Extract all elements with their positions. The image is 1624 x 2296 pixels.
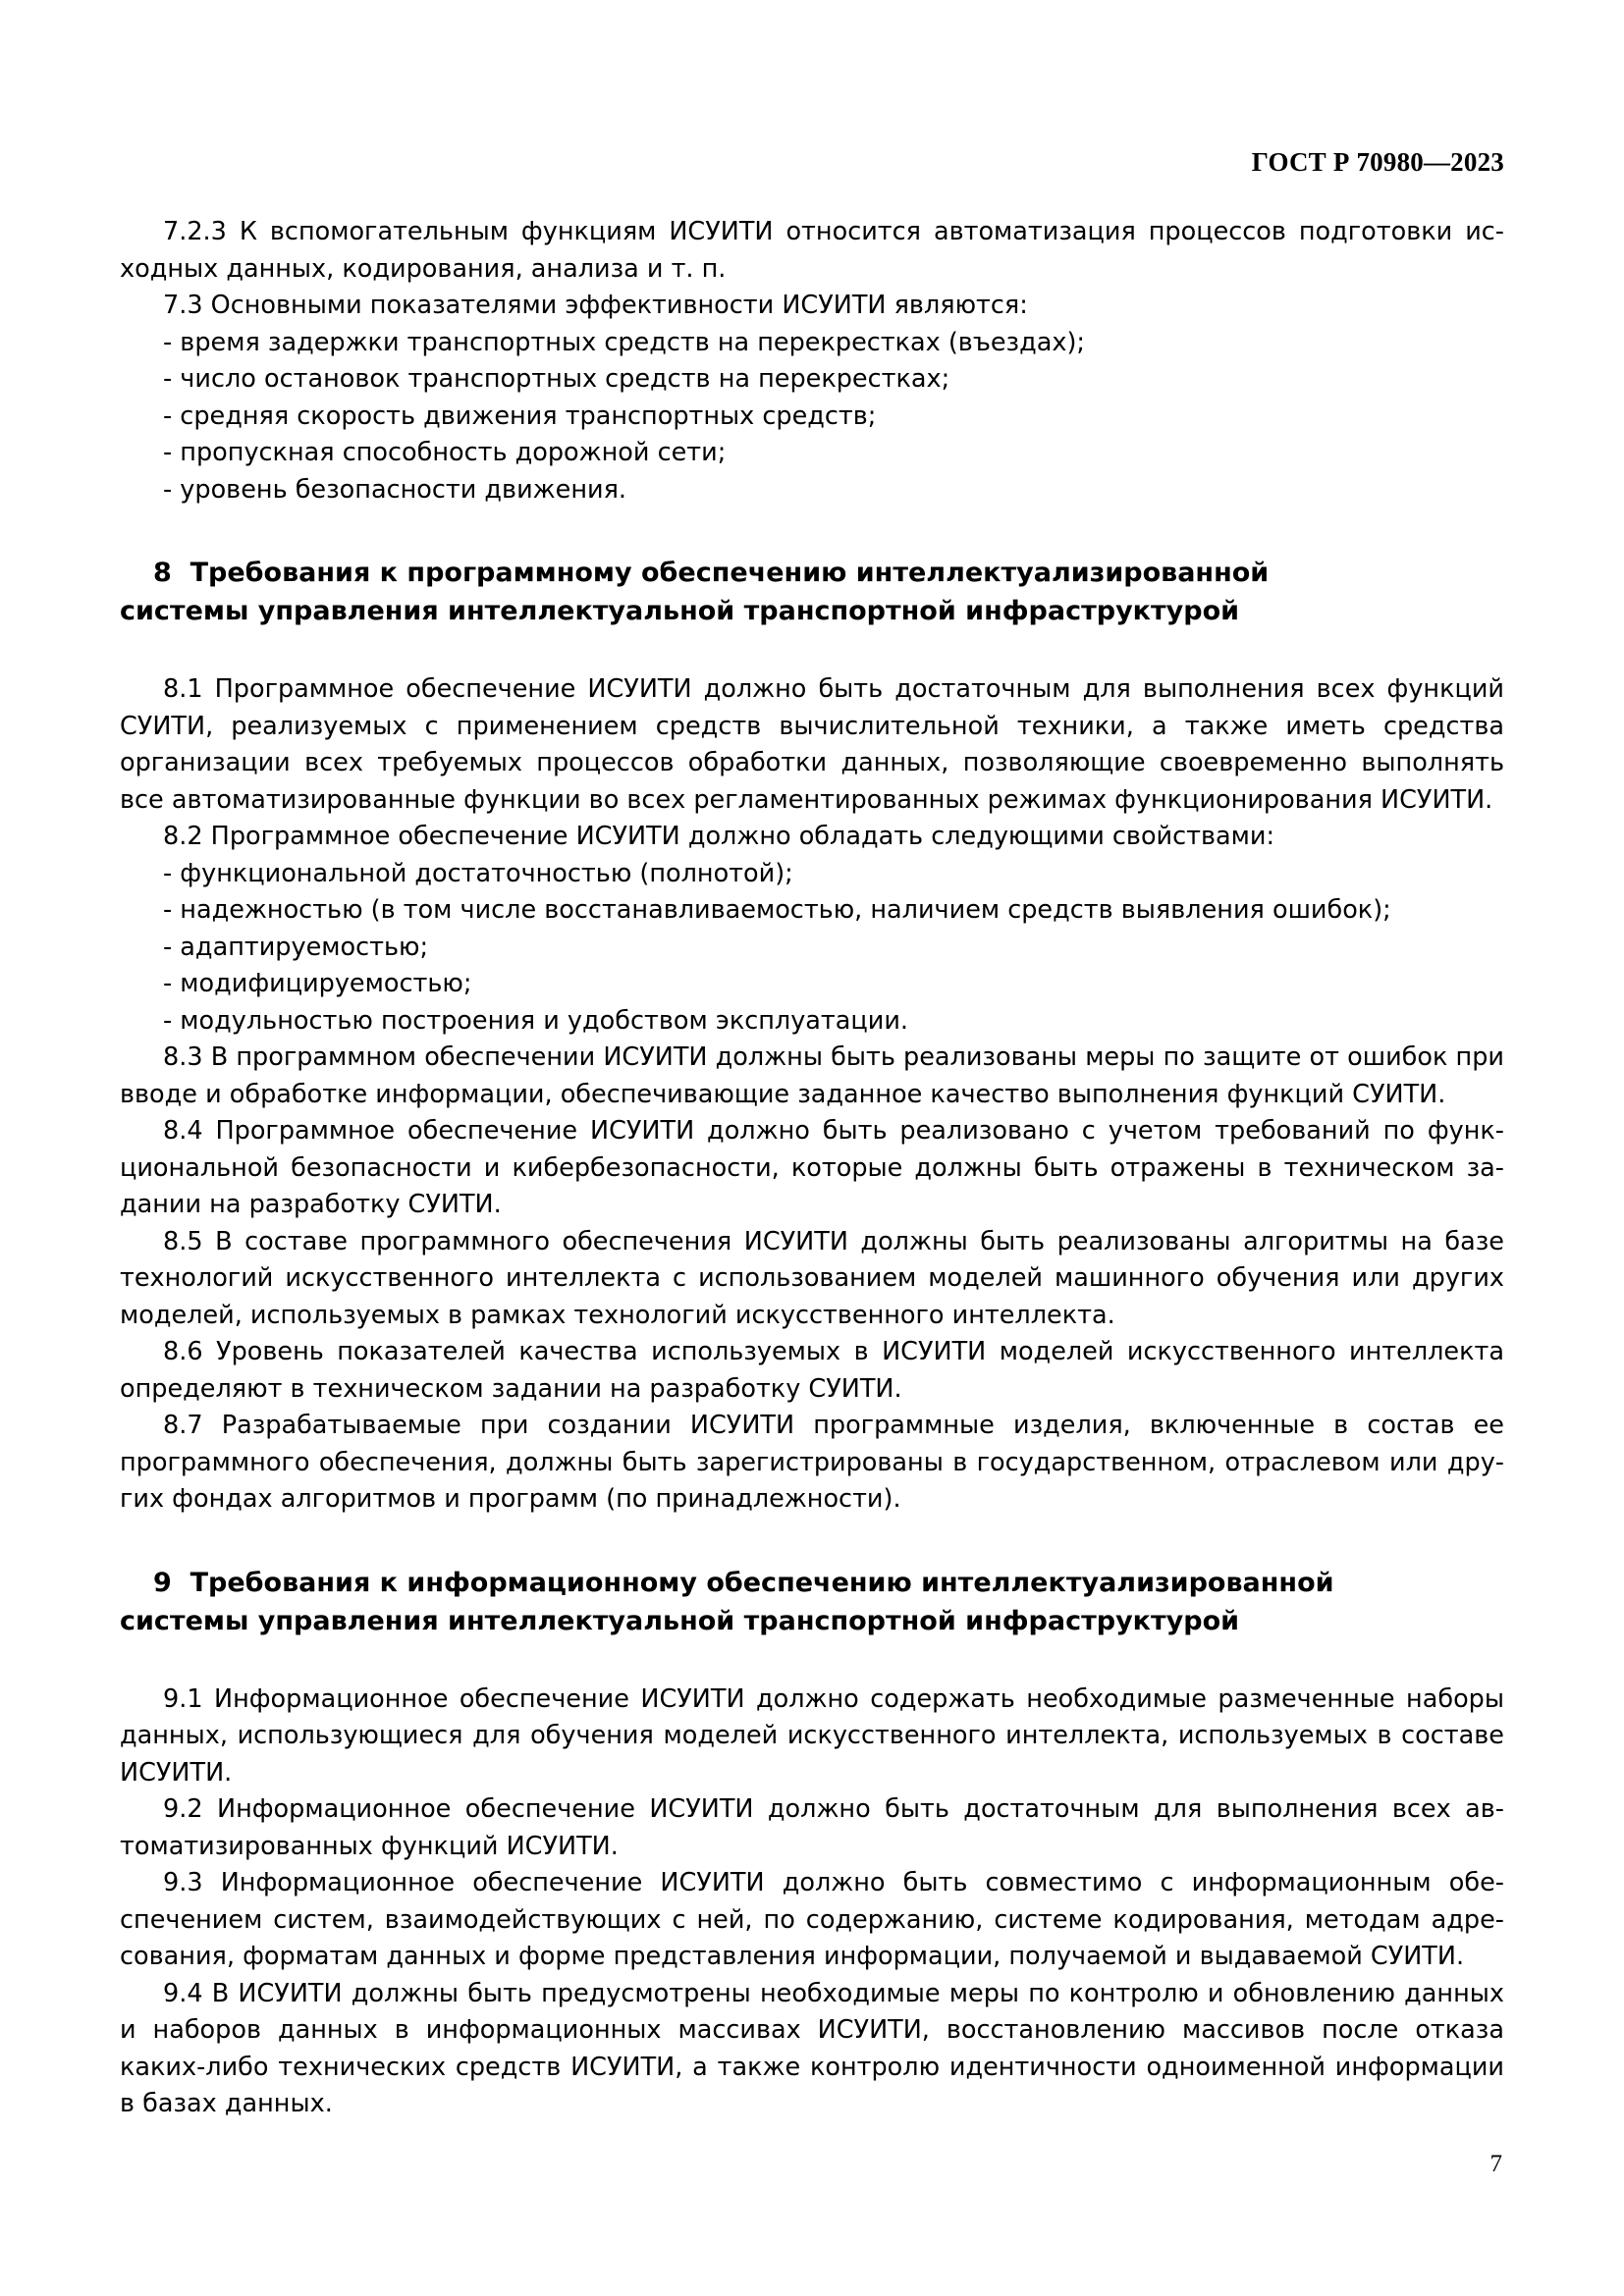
list-item-8-2-b: - надежностью (в том числе восстанавливаемостью, наличием средств выявления ошибок);	[163, 895, 1391, 925]
page-number: 7	[1489, 2151, 1502, 2177]
list-item-7-3-c: - средняя скорость движения транспортных средств;	[163, 400, 877, 431]
section-8-title-line1: Требования к программному обеспечению интеллектуализированной	[189, 558, 1270, 588]
list-item-7-3-e: - уровень безопасности движения.	[163, 474, 627, 505]
section-heading-8	[120, 554, 1504, 630]
paragraph-8-2: 8.2 Программное обеспечение ИСУИТИ должно обладать следующими свойствами:	[163, 822, 1275, 851]
list-item-7-3-b: - число остановок транспортных средств на перекрестках;	[163, 364, 950, 394]
list-item-7-3-a: - время задержки транспортных средств на перекрестках (въездах);	[163, 327, 1085, 357]
page-header-standard-number: ГОСТ Р 70980—2023	[1251, 147, 1504, 177]
section-9-number: 9	[153, 1567, 172, 1598]
section-9-title-line1: Требования к информационному обеспечению интеллектуализированной	[189, 1567, 1334, 1598]
paragraph-7-3: 7.3 Основными показателями эффективности ИСУИТИ являются:	[163, 291, 1028, 320]
paragraph-9-4: 9.4 В ИСУИТИ должны быть предусмотрены необходимые меры по контролю и обновлению данных и наборов данных в информационных массивах ИСУИТИ, восстановлению массивов после отказа каких-либо технических средств ИСУИТИ, а также контролю идентичности одноименной информации в базах данных.	[120, 1978, 1504, 2118]
paragraph-8-3: 8.3 В программном обеспечении ИСУИТИ должны быть реализованы меры по защите от ошибок при вводе и обработке информации, обеспечивающие заданное качество выполнения функций СУИТИ.	[120, 1042, 1504, 1109]
paragraph-9-1: 9.1 Информационное обеспечение ИСУИТИ должно содержать необходимые размеченные наборы данных, использующиеся для обучения моделей искусственного интеллекта, используемых в составе ИСУИТИ.	[120, 1683, 1504, 1788]
paragraph-8-1: 8.1 Программное обеспечение ИСУИТИ должно быть достаточным для выполнения всех функций СУИТИ, реализуемых с применением средств вычислительной техники, а также иметь средства организации всех требуемых процессов обработки данных, позволяющие своевременно выполнять все автоматизированные функции во всех регламентированных режимах функционирования ИСУИТИ.	[120, 674, 1504, 815]
section-8-number: 8	[153, 558, 172, 588]
paragraph-9-3: 9.3 Информационное обеспечение ИСУИТИ должно быть совместимо с информационным обеспечением систем, взаимодействующих с ней, по содержанию, системе кодирования, методам адресования, форматам данных и форме представления информации, получаемой и выдаваемой СУИТИ.	[120, 1868, 1504, 1971]
list-item-8-2-c: - адаптируемостью;	[163, 932, 429, 962]
paragraph-7-2-3: 7.2.3 К вспомогательным функциям ИСУИТИ относится автоматизация процессов подготовки исходных данных, кодирования, анализа и т. п.	[120, 217, 1504, 284]
page-content	[120, 214, 1504, 2123]
section-heading-9	[120, 1564, 1504, 1640]
list-item-8-2-e: - модульностью построения и удобством эксплуатации.	[163, 1005, 909, 1036]
list-item-8-2-a: - функциональной достаточностью (полнотой);	[163, 858, 793, 888]
paragraph-8-4: 8.4 Программное обеспечение ИСУИТИ должно быть реализовано с учетом требований по функциональной безопасности и кибербезопасности, которые должны быть отражены в техническом задании на разработку СУИТИ.	[120, 1116, 1504, 1219]
list-item-8-2-d: - модифицируемостью;	[163, 969, 472, 998]
paragraph-8-6: 8.6 Уровень показателей качества используемых в ИСУИТИ моделей искусственного интеллекта определяют в техническом задании на разработку СУИТИ.	[120, 1337, 1504, 1404]
section-8-title-line2: системы управления интеллектуальной транспортной инфраструктурой	[120, 596, 1240, 626]
paragraph-8-5: 8.5 В составе программного обеспечения ИСУИТИ должны быть реализованы алгоритмы на базе технологий искусственного интеллекта с использованием моделей машинного обучения или других моделей, используемых в рамках технологий искусственного интеллекта.	[120, 1226, 1504, 1330]
paragraph-8-7: 8.7 Разрабатываемые при создании ИСУИТИ программные изделия, включенные в состав ее программного обеспечения, должны быть зарегистрированы в государственном, отраслевом или других фондах алгоритмов и программ (по принадлежности).	[120, 1411, 1504, 1514]
paragraph-9-2: 9.2 Информационное обеспечение ИСУИТИ должно быть достаточным для выполнения всех автоматизированных функций ИСУИТИ.	[120, 1794, 1504, 1861]
list-item-7-3-d: - пропускная способность дорожной сети;	[163, 438, 727, 467]
section-9-title-line2: системы управления интеллектуальной транспортной инфраструктурой	[120, 1605, 1240, 1636]
